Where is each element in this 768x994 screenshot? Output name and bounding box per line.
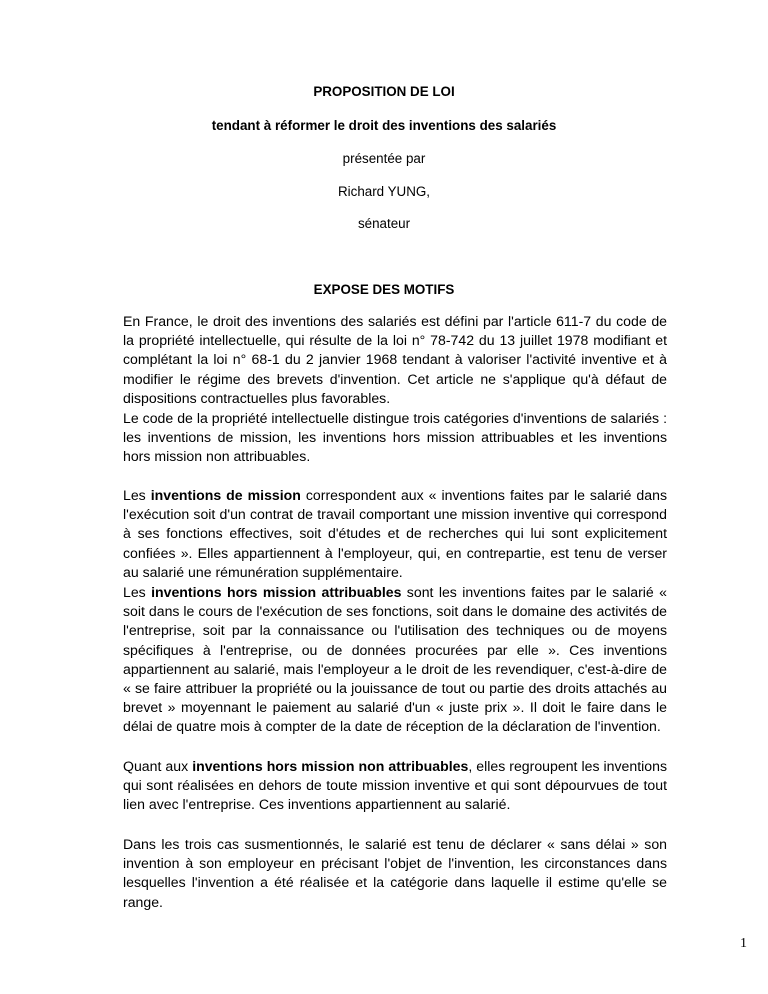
paragraph-3 bbox=[123, 486, 667, 582]
paragraph-4-rest: sont les inventions faites par le salarié « soit dans le cours de l'exécution de ses fonctions, soit dans le domaine des activités de l'entreprise, soit par la connaissance ou l'utilisation des techniques ou de moyens spécifiques à l'entreprise, ou de données procurées par elle ». Ces inventions appartiennent au salarié, mais l'employeur a le droit de les revendiquer, c'est-à-dire de « se faire attribuer la propriété ou la jouissance de tout ou partie des droits attachés au brevet » moyennant le paiement au salarié d'un « juste prix ». Il doit le faire dans le délai de quatre mois à compter de la date de réception de la déclaration de l'invention. bbox=[123, 584, 667, 735]
paragraph-5-rest: , elles regroupent les inventions qui sont réalisées en dehors de toute mission inventive et qui sont dépourvues de tout lien avec l'entreprise. Ces inventions appartiennent au salarié. bbox=[123, 758, 667, 813]
paragraph-4 bbox=[123, 583, 667, 737]
page-number: 1 bbox=[740, 936, 747, 951]
paragraph-5-term: inventions hors mission non attribuables bbox=[192, 758, 469, 774]
paragraph-3-term: inventions de mission bbox=[150, 487, 301, 503]
author-name: Richard YUNG, bbox=[337, 184, 431, 199]
paragraph-3-rest: correspondent aux « inventions faites par le salarié dans l'exécution soit d'un contrat de travail comportant une mission inventive qui correspond à ses fonctions effectives, soit d'études et de recherches qui lui sont explicitement confiées ». Elles appartiennent à l'employeur, qui, en contrepartie, est tenu de verser au salarié une rémunération supplémentaire. bbox=[123, 487, 667, 580]
paragraph-4-lead: Les bbox=[123, 584, 152, 600]
section-heading: EXPOSE DES MOTIFS bbox=[313, 282, 455, 297]
paragraph-5 bbox=[123, 757, 667, 815]
paragraph-1: En France, le droit des inventions des salariés est défini par l'article 611-7 du code de la propriété intellectuelle, qui résulte de la loi n° 78-742 du 13 juillet 1978 modifiant et complétant la loi n° 68-1 du 2 janvier 1968 tendant à valoriser l'activité inventive et à modifier le régime des brevets d'invention. Cet article ne s'applique qu'à défaut de dispositions contractuelles plus favorables. bbox=[123, 313, 667, 406]
paragraph-2: Le code de la propriété intellectuelle distingue trois catégories d'inventions de salariés : les inventions de mission, les inventions hors mission attribuables et les inventions hors mission non attribuables. bbox=[123, 410, 667, 465]
paragraph-5-lead: Quant aux bbox=[123, 758, 193, 774]
presented-by: présentée par bbox=[342, 151, 426, 166]
paragraph-3-lead: Les bbox=[123, 487, 151, 503]
paragraph-6: Dans les trois cas susmentionnés, le salarié est tenu de déclarer « sans délai » son invention à son employeur en précisant l'objet de l'invention, les circonstances dans lesquelles l'invention a été réalisée et la catégorie dans laquelle il estime qu'elle se range. bbox=[123, 836, 667, 910]
author-role: sénateur bbox=[357, 216, 411, 231]
document-title: PROPOSITION DE LOI bbox=[313, 84, 455, 99]
paragraph-4-term: inventions hors mission attribuables bbox=[151, 584, 402, 600]
document-subtitle: tendant à réformer le droit des inventions des salariés bbox=[211, 118, 557, 133]
